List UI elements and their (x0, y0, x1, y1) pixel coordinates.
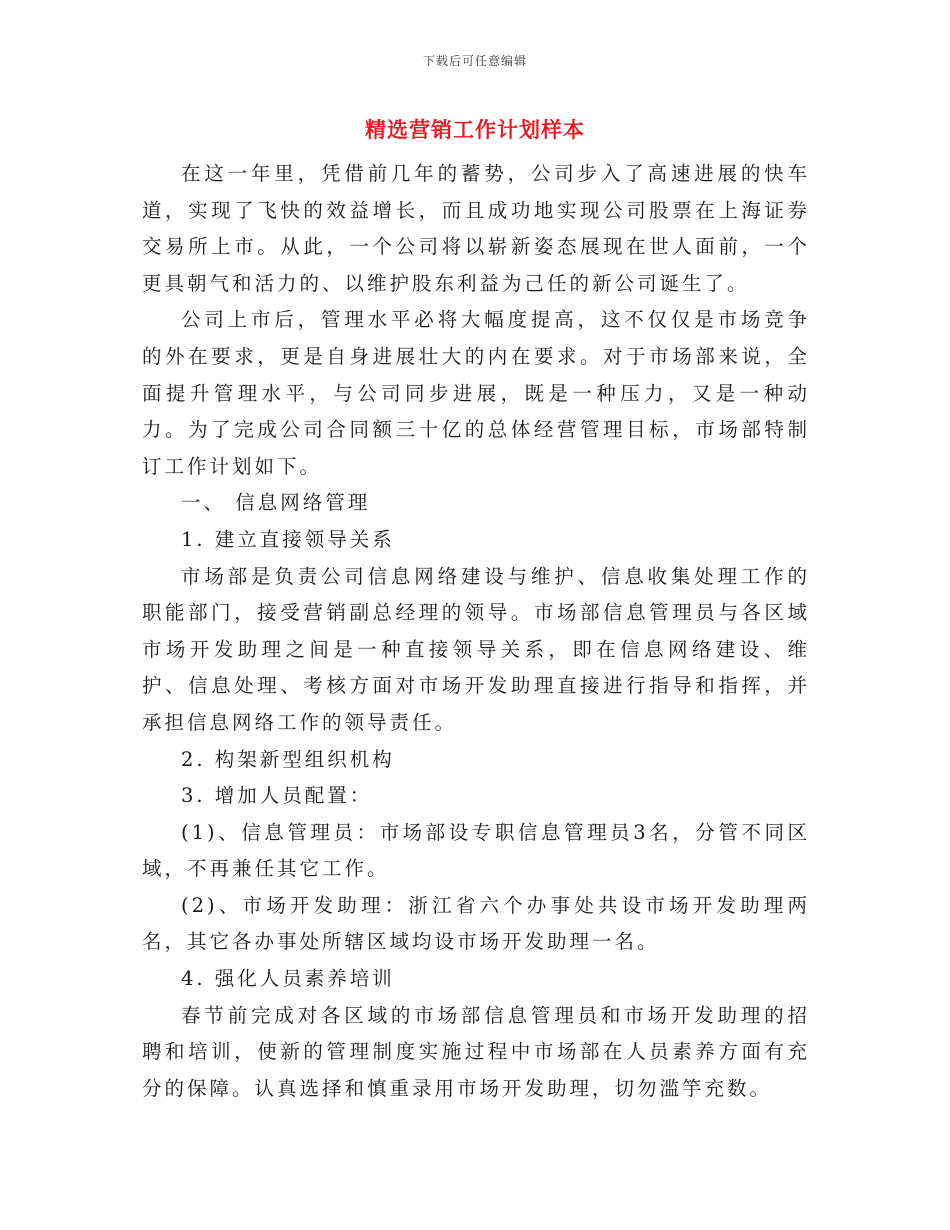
paragraph-training: 春节前完成对各区域的市场部信息管理员和市场开发助理的招聘和培训，使新的管理制度实施过程中市场部在人员素养方面有充分的保障。认真选择和慎重录用市场开发助理，切勿滥竽充数。 (142, 1003, 810, 1100)
list-item-info-manager: (1)、信息管理员：市场部设专职信息管理员3名，分管不同区域，不再兼任其它工作。 (142, 820, 810, 881)
page-header-note: 下载后可任意编辑 (422, 54, 527, 68)
subheading-org-structure: 2. 构架新型组织机构 (181, 747, 395, 771)
document-body (142, 156, 810, 1107)
paragraph-intro: 在这一年里，凭借前几年的蓄势，公司步入了高速进展的快车道，实现了飞快的效益增长，而且成功地实现公司股票在上海证券交易所上市。从此，一个公司将以崭新姿态展现在世人面前，一个更具朝气和活力的、以维护股东利益为己任的新公司诞生了。 (142, 162, 810, 295)
subheading-training: 4. 强化人员素养培训 (181, 967, 395, 991)
list-item-market-assistant: (2)、市场开发助理：浙江省六个办事处共设市场开发助理两名，其它各办事处所辖区域均设市场开发助理一名。 (142, 893, 810, 954)
paragraph-market-dept: 市场部是负责公司信息网络建设与维护、信息收集处理工作的职能部门，接受营销副总经理的领导。市场部信息管理员与各区域市场开发助理之间是一种直接领导关系，即在信息网络建设、维护、信息处理、考核方面对市场开发助理直接进行指导和指挥，并承担信息网络工作的领导责任。 (142, 564, 810, 734)
paragraph-management: 公司上市后，管理水平必将大幅度提高，这不仅仅是市场竞争的外在要求，更是自身进展壮大的内在要求。对于市场部来说，全面提升管理水平，与公司同步进展，既是一种压力，又是一种动力。为了完成公司合同额三十亿的总体经营管理目标，市场部特制订工作计划如下。 (142, 308, 810, 478)
subheading-leadership: 1. 建立直接领导关系 (181, 527, 395, 551)
subheading-staffing: 3. 增加人员配置： (181, 784, 373, 808)
section-heading-info-network: 一、 信息网络管理 (181, 491, 371, 515)
document-title: 精选营销工作计划样本 (365, 117, 585, 142)
